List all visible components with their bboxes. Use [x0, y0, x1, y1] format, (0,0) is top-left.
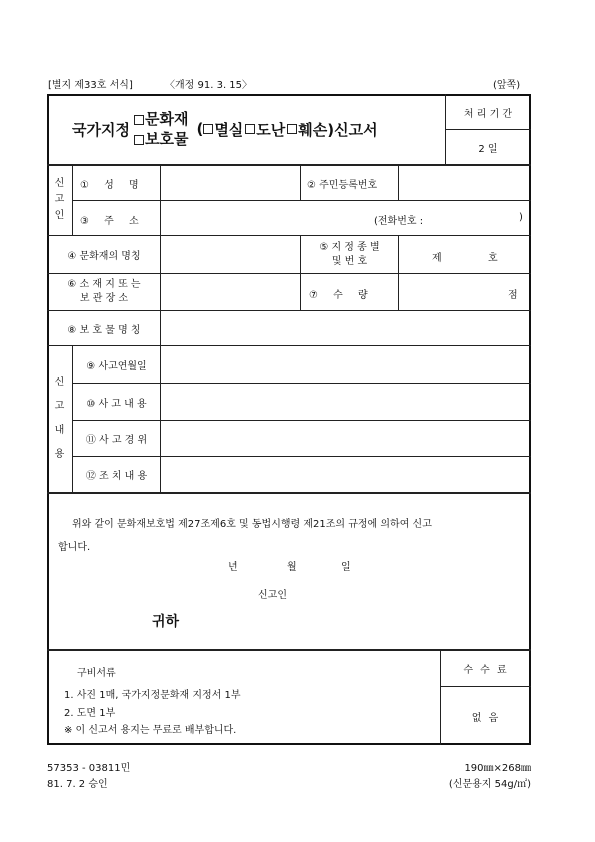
checkbox-heritage[interactable]	[134, 115, 144, 125]
accident-details-label: ⑩ 사 고 내 용	[86, 398, 147, 410]
location-label-line2: 보 관 장 소	[79, 293, 129, 304]
reporter-signature-label: 신고인	[258, 590, 287, 601]
report-contents-side-label	[47, 346, 72, 492]
phone-label: (전화번호 :	[374, 216, 424, 227]
name-field[interactable]	[161, 165, 300, 200]
phone-field[interactable]	[440, 201, 516, 235]
accident-date-label: ⑨ 사고연월일	[86, 361, 147, 372]
title-reason-theft: 도난	[256, 120, 286, 139]
checkbox-loss[interactable]	[203, 124, 213, 134]
side-char: 고	[54, 401, 65, 412]
phone-close: )	[519, 212, 523, 223]
page-side: (앞쪽)	[493, 80, 521, 91]
quantity-unit: 점	[508, 290, 518, 301]
free-form-notice: ※ 이 신고서 용지는 무료로 배부합니다.	[64, 725, 237, 736]
name-label	[80, 176, 145, 191]
processing-period-value: 2 일	[478, 143, 498, 155]
action-taken-field[interactable]	[161, 457, 530, 492]
title-paren-open: (	[196, 120, 204, 138]
side-char: 인	[54, 210, 65, 221]
paper-size: 190㎜×268㎜	[464, 763, 531, 774]
fee-label: 수 수 료	[463, 664, 509, 676]
designation-je: 제	[432, 253, 442, 264]
address-label-text: ③ 주 소	[80, 216, 145, 227]
action-taken-label: ⑫ 조 치 내 용	[85, 471, 148, 482]
accident-circumstances-field[interactable]	[161, 421, 530, 456]
checkbox-protected-object[interactable]	[134, 135, 144, 145]
required-documents-title: 구비서류	[77, 668, 116, 679]
title-option-protected-object: 보호물	[144, 130, 189, 148]
date-month: 월	[287, 562, 297, 573]
accident-details-field[interactable]	[161, 384, 530, 420]
title-prefix: 국가지정	[72, 120, 130, 139]
paper-type: (신문용지 54g/㎡)	[448, 779, 531, 790]
reporter-side-label	[47, 165, 72, 235]
location-field[interactable]	[161, 274, 300, 310]
heritage-name-label: ④ 문화재의 명칭	[67, 251, 141, 262]
declaration-text-line1: 위와 같이 문화재보호법 제27조제6호 및 동법시행령 제21조의 규정에 의하여 신고	[72, 519, 432, 530]
form-title	[72, 106, 378, 152]
rrn-field[interactable]	[399, 165, 530, 200]
divider	[47, 492, 531, 494]
declaration-text-line2: 합니다.	[58, 542, 91, 553]
title-reason-loss: 멸실	[214, 120, 244, 139]
divider	[398, 235, 399, 310]
location-label-line1: ⑥ 소 재 지 또 는	[67, 279, 141, 290]
address-field[interactable]	[161, 201, 361, 235]
address-label	[80, 212, 145, 227]
side-char: 신	[54, 178, 65, 189]
name-label-text: ① 성 명	[80, 180, 145, 191]
addressee: 귀하	[152, 614, 180, 630]
title-option-heritage: 문화재	[144, 110, 189, 128]
rrn-label: ② 주민등록번호	[307, 180, 378, 191]
quantity-label	[309, 286, 374, 301]
required-document-item: 1. 사진 1매, 국가지정문화재 지정서 1부	[64, 690, 241, 701]
side-char: 고	[54, 194, 65, 205]
checkbox-damage[interactable]	[287, 124, 297, 134]
approval-date: 81. 7. 2 승인	[47, 779, 108, 790]
revision-date: 〈개정 91. 3. 15〉	[165, 80, 253, 91]
protected-object-name-field[interactable]	[161, 311, 530, 345]
quantity-label-text: ⑦ 수 량	[309, 290, 374, 301]
signature-field[interactable]	[300, 580, 420, 600]
form-code: 57353 - 03811민	[47, 763, 131, 774]
location-label	[48, 274, 160, 310]
heritage-name-field[interactable]	[161, 236, 300, 273]
designation-label-line1: ⑤ 지 정 종 별	[319, 241, 380, 253]
processing-period-label: 처 리 기 간	[463, 108, 513, 120]
side-char: 용	[54, 449, 65, 460]
designation-label-line2: 및 번 호	[331, 255, 368, 267]
date-year: 년	[228, 562, 238, 573]
accident-circumstances-label: ⑪ 사 고 경 위	[85, 435, 148, 446]
divider	[300, 164, 301, 200]
date-day: 일	[341, 562, 351, 573]
designation-ho: 호	[488, 253, 498, 264]
protected-object-name-label: ⑧ 보 호 물 명 칭	[67, 324, 141, 336]
checkbox-theft[interactable]	[245, 124, 255, 134]
title-suffix: )신고서	[327, 120, 378, 139]
required-document-item: 2. 도면 1부	[64, 708, 116, 719]
side-char: 신	[54, 377, 65, 388]
title-reason-damage: 훼손	[298, 120, 328, 139]
fee-value: 없 음	[471, 712, 501, 724]
divider	[72, 164, 73, 235]
accident-date-field[interactable]	[161, 346, 530, 383]
side-char: 내	[54, 425, 65, 436]
designation-label	[301, 236, 398, 273]
form-number: [별지 제33호 서식]	[48, 80, 133, 91]
